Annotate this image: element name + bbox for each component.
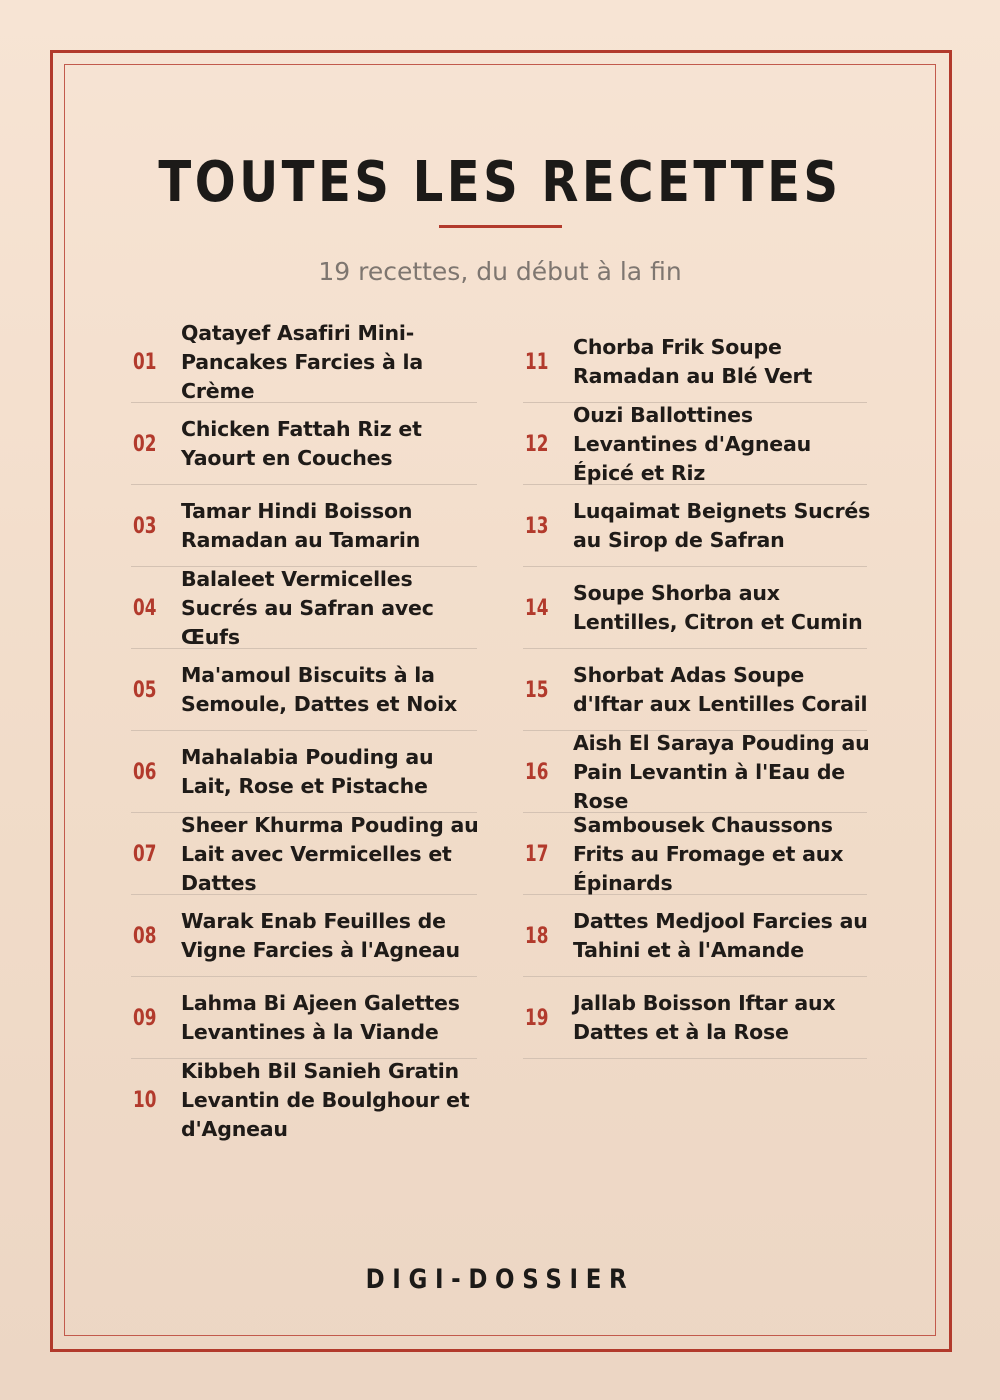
recipe-title: Kibbeh Bil Sanieh Gratin Levantin de Boulghour et d'Agneau (181, 1058, 470, 1141)
recipe-number: 19 (525, 1005, 549, 1031)
recipe-number: 03 (133, 513, 157, 539)
recipe-title: Mahalabia Pouding au Lait, Rose et Pistache (181, 745, 434, 798)
list-item (523, 813, 867, 895)
list-item (523, 485, 871, 567)
recipe-number: 07 (133, 841, 157, 867)
recipe-title: Lahma Bi Ajeen Galettes Levantines à la Viande (181, 991, 460, 1044)
list-item (523, 321, 867, 403)
title-underline (439, 225, 562, 228)
list-item (523, 649, 867, 731)
recipe-number: 06 (133, 759, 157, 785)
recipe-number: 08 (133, 923, 157, 949)
recipe-number: 13 (525, 513, 549, 539)
recipe-title: Sheer Khurma Pouding au Lait avec Vermicelles et Dattes (181, 812, 479, 895)
list-item (131, 813, 477, 895)
list-item (131, 649, 477, 731)
recipe-number: 15 (525, 677, 549, 703)
list-item (131, 485, 477, 567)
list-item (523, 567, 867, 649)
list-item (523, 730, 870, 813)
recipe-title: Warak Enab Feuilles de Vigne Farcies à l'Agneau (181, 909, 460, 962)
recipe-title: Chicken Fattah Riz et Yaourt en Couches (181, 417, 422, 470)
list-item (131, 321, 477, 403)
recipe-number: 02 (133, 431, 157, 457)
recipe-number: 01 (133, 349, 157, 375)
recipe-number: 16 (525, 759, 549, 785)
recipe-title: Shorbat Adas Soupe d'Iftar aux Lentilles Corail (573, 663, 868, 716)
recipe-number: 11 (525, 349, 549, 375)
recipe-list-right (523, 321, 871, 1059)
recipe-number: 10 (133, 1087, 157, 1113)
recipe-title: Balaleet Vermicelles Sucrés au Safran avec Œufs (181, 566, 434, 649)
list-item (131, 731, 477, 813)
page-subtitle: 19 recettes, du début à la fin (318, 257, 682, 286)
recipe-number: 17 (525, 841, 549, 867)
recipe-number: 09 (133, 1005, 157, 1031)
recipe-title: Dattes Medjool Farcies au Tahini et à l'Amande (573, 909, 868, 962)
list-item (131, 977, 477, 1059)
page-title: TOUTES LES RECETTES (158, 150, 842, 215)
recipe-title: Soupe Shorba aux Lentilles, Citron et Cumin (573, 581, 863, 634)
recipe-title: Qatayef Asafiri Mini-Pancakes Farcies à la Crème (181, 320, 424, 403)
recipe-number: 05 (133, 677, 157, 703)
recipe-title: Jallab Boisson Iftar aux Dattes et à la Rose (573, 991, 836, 1044)
recipe-number: 12 (525, 431, 549, 457)
recipe-title: Tamar Hindi Boisson Ramadan au Tamarin (181, 499, 421, 552)
recipe-title: Sambousek Chaussons Frits au Fromage et aux Épinards (573, 812, 844, 895)
recipe-list-left (131, 321, 477, 1141)
recipe-number: 14 (525, 595, 549, 621)
list-item (523, 403, 867, 485)
recipe-title: Aish El Saraya Pouding au Pain Levantin à l'Eau de Rose (573, 730, 870, 813)
recipe-title: Luqaimat Beignets Sucrés au Sirop de Safran (573, 499, 871, 552)
list-item (131, 567, 477, 649)
recipe-title: Chorba Frik Soupe Ramadan au Blé Vert (573, 335, 813, 388)
list-item (523, 977, 867, 1059)
recipe-number: 18 (525, 923, 549, 949)
recipe-title: Ma'amoul Biscuits à la Semoule, Dattes et Noix (181, 663, 457, 716)
list-item (523, 895, 867, 977)
footer-brand: DIGI-DOSSIER (365, 1264, 635, 1295)
recipe-number: 04 (133, 595, 157, 621)
list-item (131, 895, 477, 977)
list-item (131, 1059, 477, 1141)
list-item (131, 403, 477, 485)
recipe-title: Ouzi Ballottines Levantines d'Agneau Épicé et Riz (573, 402, 812, 485)
